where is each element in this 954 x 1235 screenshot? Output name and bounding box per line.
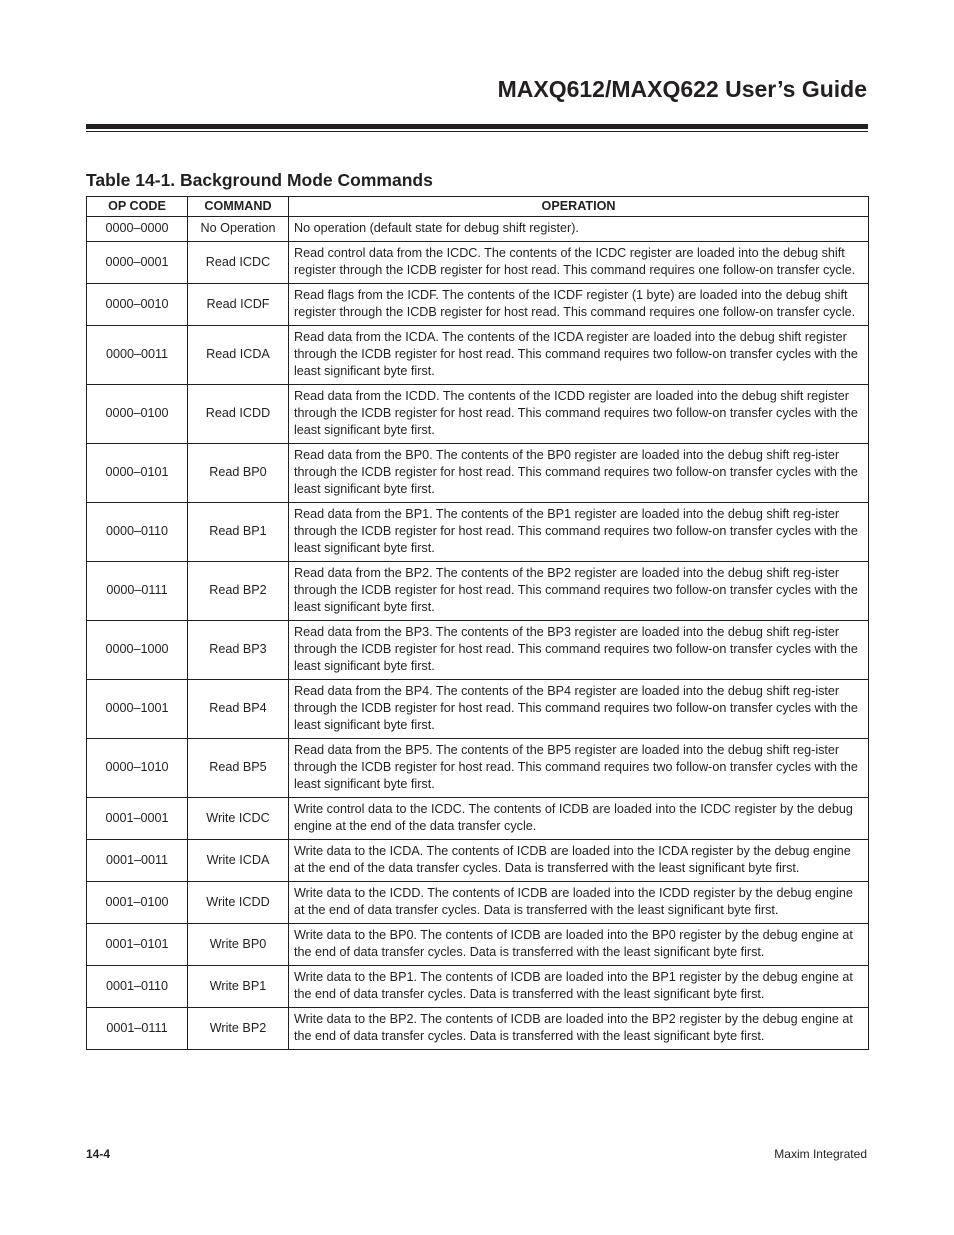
operation-cell: Write data to the BP0. The contents of ICDB are loaded into the BP0 register by the debug engine at the end of data transfer cycles. Data is transferred with the least significant byte first. [289, 924, 869, 966]
op-code-cell: 0001–0001 [87, 798, 188, 840]
page-number: 14-4 [86, 1147, 111, 1161]
op-code-cell: 0001–0011 [87, 840, 188, 882]
table-row [87, 924, 869, 966]
op-code-cell: 0000–1010 [87, 739, 188, 798]
table-row [87, 966, 869, 1008]
command-cell: Read ICDC [188, 242, 289, 284]
table-row [87, 217, 869, 242]
operation-cell: Write data to the ICDD. The contents of ICDB are loaded into the ICDD register by the debug engine at the end of data transfer cycles. Data is transferred with the least significant byte first. [289, 882, 869, 924]
operation-cell: Read data from the BP1. The contents of the BP1 register are loaded into the debug shift reg-ister through the ICDB register for host read. This command requires two follow-on transfer cycles with the least significant byte first. [289, 503, 869, 562]
table-header-row [87, 197, 869, 217]
table-row [87, 385, 869, 444]
operation-cell: Read data from the ICDA. The contents of the ICDA register are loaded into the debug shift register through the ICDB register for host read. This command requires two follow-on transfer cycles with the least significant byte first. [289, 326, 869, 385]
command-cell: Write ICDA [188, 840, 289, 882]
op-code-cell: 0000–0101 [87, 444, 188, 503]
document-title: MAXQ612/MAXQ622 User’s Guide [497, 76, 867, 102]
operation-cell: Write data to the ICDA. The contents of ICDB are loaded into the ICDA register by the debug engine at the end of the data transfer cycles. Data is transferred with the least significant byte first. [289, 840, 869, 882]
command-cell: Read BP5 [188, 739, 289, 798]
table-row [87, 326, 869, 385]
column-header-op-code: OP CODE [87, 197, 188, 217]
op-code-cell: 0000–1001 [87, 680, 188, 739]
op-code-cell: 0000–0100 [87, 385, 188, 444]
op-code-cell: 0000–0011 [87, 326, 188, 385]
table-row [87, 444, 869, 503]
table-row [87, 562, 869, 621]
command-cell: Write BP2 [188, 1008, 289, 1050]
operation-cell: Read data from the BP5. The contents of the BP5 register are loaded into the debug shift reg-ister through the ICDB register for host read. This command requires two follow-on transfer cycles with the least significant byte first. [289, 739, 869, 798]
footer-company: Maxim Integrated [774, 1147, 867, 1161]
command-cell: No Operation [188, 217, 289, 242]
command-cell: Write ICDC [188, 798, 289, 840]
table-row [87, 840, 869, 882]
table-row [87, 680, 869, 739]
op-code-cell: 0000–0000 [87, 217, 188, 242]
table-row [87, 621, 869, 680]
op-code-cell: 0001–0101 [87, 924, 188, 966]
command-cell: Read BP3 [188, 621, 289, 680]
command-cell: Read BP1 [188, 503, 289, 562]
command-cell: Write ICDD [188, 882, 289, 924]
table-row [87, 503, 869, 562]
background-mode-commands-table [86, 196, 869, 1050]
operation-cell: Write control data to the ICDC. The contents of ICDB are loaded into the ICDC register by the debug engine at the end of the data transfer cycle. [289, 798, 869, 840]
operation-cell: Write data to the BP1. The contents of ICDB are loaded into the BP1 register by the debug engine at the end of data transfer cycles. Data is transferred with the least significant byte first. [289, 966, 869, 1008]
command-cell: Write BP1 [188, 966, 289, 1008]
operation-cell: Read data from the BP0. The contents of the BP0 register are loaded into the debug shift reg-ister through the ICDB register for host read. This command requires two follow-on transfer cycles with the least significant byte first. [289, 444, 869, 503]
operation-cell: Read data from the BP3. The contents of the BP3 register are loaded into the debug shift reg-ister through the ICDB register for host read. This command requires two follow-on transfer cycles with the least significant byte first. [289, 621, 869, 680]
header-rule-thin [86, 131, 868, 132]
op-code-cell: 0000–0001 [87, 242, 188, 284]
command-cell: Read BP4 [188, 680, 289, 739]
table-row [87, 798, 869, 840]
operation-cell: Read data from the BP4. The contents of the BP4 register are loaded into the debug shift reg-ister through the ICDB register for host read. This command requires two follow-on transfer cycles with the least significant byte first. [289, 680, 869, 739]
operation-cell: Read data from the ICDD. The contents of the ICDD register are loaded into the debug shift register through the ICDB register for host read. This command requires two follow-on transfer cycles with the least significant byte first. [289, 385, 869, 444]
table-caption: Table 14-1. Background Mode Commands [86, 170, 433, 190]
operation-cell: Read control data from the ICDC. The contents of the ICDC register are loaded into the debug shift register through the ICDB register for host read. This command requires one follow-on transfer cycle. [289, 242, 869, 284]
table-row [87, 284, 869, 326]
operation-cell: Write data to the BP2. The contents of ICDB are loaded into the BP2 register by the debug engine at the end of data transfer cycles. Data is transferred with the least significant byte first. [289, 1008, 869, 1050]
command-cell: Read BP0 [188, 444, 289, 503]
op-code-cell: 0001–0110 [87, 966, 188, 1008]
table-body [87, 217, 869, 1050]
column-header-command: COMMAND [188, 197, 289, 217]
operation-cell: No operation (default state for debug shift register). [289, 217, 869, 242]
op-code-cell: 0000–1000 [87, 621, 188, 680]
command-cell: Read ICDD [188, 385, 289, 444]
command-cell: Read BP2 [188, 562, 289, 621]
op-code-cell: 0000–0010 [87, 284, 188, 326]
column-header-operation: OPERATION [289, 197, 869, 217]
op-code-cell: 0001–0111 [87, 1008, 188, 1050]
operation-cell: Read data from the BP2. The contents of the BP2 register are loaded into the debug shift reg-ister through the ICDB register for host read. This command requires two follow-on transfer cycles with the least significant byte first. [289, 562, 869, 621]
command-cell: Read ICDA [188, 326, 289, 385]
op-code-cell: 0000–0111 [87, 562, 188, 621]
command-cell: Read ICDF [188, 284, 289, 326]
operation-cell: Read flags from the ICDF. The contents of the ICDF register (1 byte) are loaded into the debug shift register through the ICDB register for host read. This command requires one follow-on transfer cycle. [289, 284, 869, 326]
op-code-cell: 0000–0110 [87, 503, 188, 562]
table-row [87, 1008, 869, 1050]
command-cell: Write BP0 [188, 924, 289, 966]
op-code-cell: 0001–0100 [87, 882, 188, 924]
table-row [87, 242, 869, 284]
table-row [87, 882, 869, 924]
table-row [87, 739, 869, 798]
header-rule-thick [86, 124, 868, 129]
